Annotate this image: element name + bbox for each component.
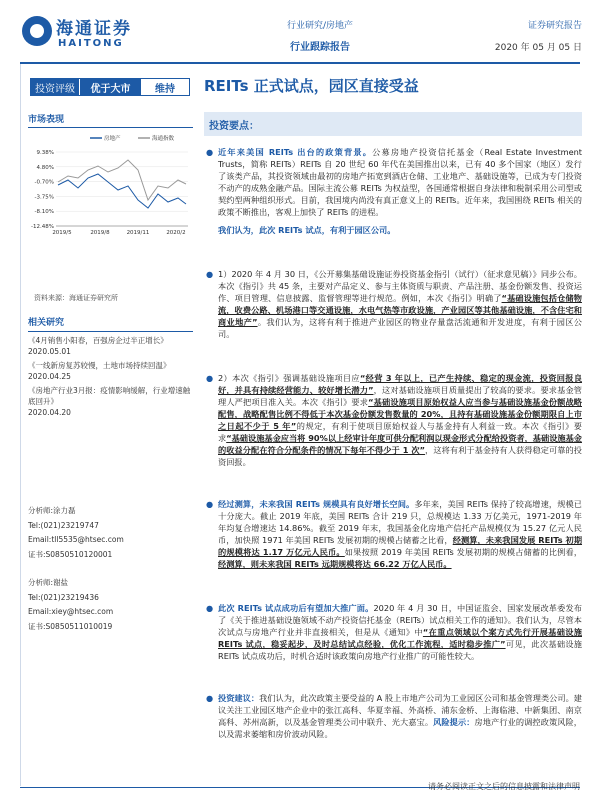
para-investment-advice: ● 投资建议：我们认为，此次政策主要受益的 A 股上市地产公司为工业园区公司和基金管理类公司。建议关注工业园区地产企业中的张江高科、华夏幸福、外高桥、浦东金桥、上海临港、中新集团、南京高科、苏州高新，以及基金管理类公司中联升、光大嘉宝。风险提示：房地产行业的调控政策风险，以及需求萎缩和房价波动风险。 — [206, 693, 582, 739]
chart-source: 资料来源：海通证券研究所 — [34, 294, 118, 302]
rating-status: 维持 — [155, 83, 175, 95]
related-research — [28, 318, 193, 418]
y-tick-label: -12.48% — [31, 224, 54, 230]
y-ticks — [31, 150, 188, 230]
series-line-realestate — [58, 174, 186, 208]
header-divider — [20, 62, 580, 64]
legend — [90, 134, 175, 142]
analyst-cert: 证书:S0850511010019 — [28, 621, 113, 631]
analyst-tel: Tel:(021)23219747 — [28, 520, 99, 530]
y-tick-label: 4.80% — [36, 164, 54, 171]
legend-label-index: 海通指数 — [152, 136, 175, 142]
report-title: REITs 正式试点，园区直接受益 — [204, 77, 419, 95]
x-tick-label: 2019/5 — [52, 230, 72, 236]
rating-label: 投资评级 — [31, 79, 79, 95]
left-column-divider — [20, 64, 21, 786]
para-conclusion: 我们认为，此次 REITs 试点，有利于园区公司。 — [218, 225, 396, 235]
logo-cn: 海通证券 — [56, 19, 132, 39]
related-item[interactable]: 《4月销售小阳春，百强房企过半正增长》 2020.05.01 — [28, 336, 168, 356]
market-performance — [28, 112, 193, 282]
header-category: 行业研究/房地产 — [286, 21, 354, 31]
market-chart — [28, 130, 193, 242]
rating-badge — [30, 78, 190, 96]
y-tick-label: -0.70% — [34, 179, 54, 186]
para-promotion: ● 此次 REITs 试点成功后有望加大推广面。2020 年 4 月 30 日，中国证监会、国家发展改革委发布了《关于推进基础设施领域不动产投资信托基金（REITs）试点相关工作的通知》。我们认为，尽管本次试点与房地产行业并非直接相关，但是从《通知》中“在重点领域以个案方式先行开展基础设施 REITs 试点，稳妥起步，及时总结试点经验，优化工作流程，适时稳步推广”可见，此次基础设施 REITs 试点成功后，时机合适时该政策向房地产行业推广的可能性较大。 — [206, 603, 582, 661]
x-tick-label: 2019/8 — [90, 230, 110, 236]
analyst-info — [28, 504, 193, 634]
y-tick-label: 9.38% — [36, 150, 54, 156]
key-points-header — [204, 112, 582, 136]
header-report-label: 证券研究报告 — [527, 21, 582, 31]
rating-value: 优于大市 — [79, 79, 141, 95]
para-guideline-1: ● 1）2020 年 4 月 30 日，《公开募集基础设施证券投资基金指引（试行）（征求意见稿）》同步公布。本次《指引》共 45 条，主要对产品定义、参与主体资质与职责、产品注册、基金份额发售、投资运作、项目管理、信息披露、监督管理等进行规范。例如，本次《指引》明确了“基础设施包括仓储物流，收费公路、机场港口等交通设施，水电气热等市政设施，产业园区等其他基础设施，不含住宅和商业地产”。我们认为，这将有利于推进产业园区的物业存量盘活流通和开发进度，有利于园区公司。 — [206, 269, 582, 339]
related-item[interactable]: 《一线新房复苏较慢，土地市场持续回温》 2020.04.25 — [28, 361, 171, 381]
haitong-logo — [22, 14, 152, 54]
analyst-cert: 证书:S0850510120001 — [28, 549, 113, 559]
legend-label-realestate: 房地产 — [104, 136, 121, 142]
bullet-icon: ● — [206, 499, 214, 509]
x-ticks — [52, 230, 185, 236]
key-points-heading: 投资要点： — [204, 112, 582, 136]
y-tick-label: -8.10% — [34, 209, 54, 216]
analyst-email[interactable]: Email:tll5535@htsec.com — [28, 535, 124, 544]
para-guideline-2: ● 2）本次《指引》强调基础设施项目应“经营 3 年以上，已产生持续、稳定的现金流，投资回报良好，并具有持续经营能力、较好增长潜力”，这对基础设施项目质量提出了较高的要求。要求基金管理人严把项目准入关。本次《指引》要求“基础设施项目原始权益人应当参与基础设施基金份额战略配售，战略配售比例不得低于本次基金份额发售数量的 20%，且持有基础设施基金份额期限自上市之日起不少于 5 年”的规定，有利于使项目原始权益人与基金持有人利益一致。本次《指引》要求“基础设施基金应当将 90%以上经审计年度可供分配利润以现金形式分配给投资者，基础设施基金的收益分配在符合分配条件的情况下每年不得少于 1 次”，这将有利于基金持有人获得稳定可靠的投资回报。 — [206, 373, 583, 467]
x-tick-label: 2019/11 — [126, 230, 150, 236]
related-item[interactable]: 《房地产行业3月报：疫情影响缓解，行业增速触底回升》 2020.04.20 — [28, 386, 191, 417]
bullet-icon: ● — [206, 693, 214, 703]
para-background: ● 近年来美国 REITs 出台的政策背景。公募房地产投资信托基金（Real Estate Investment Trusts，简称 REITs）REITs 自 20 世纪 60 年代在美国推出以来，已有 40 多个国家（地区）发行了该类产品，其投资领域由最初的房地产拓宽到酒店仓储、工业地产、基础设施等，已成为专门投资不动产的成熟金融产品。国际主流公募 REITs 为权益型，各国通常根据自身法律和税制采用公司型或契约型两种组织形式。目前，我国境内尚没有真正意义上的 REITs。近年来，我国围绕 REITs 相关的政策不断推出，客观上加快了 REITs 的进程。 我们认为，此次 REITs 试点，有利于园区公司。 — [206, 147, 583, 235]
bullet-icon: ● — [206, 603, 214, 613]
bullet-icon: ● — [206, 373, 214, 383]
para-scale: ● 经过测算，未来我国 REITs 规模具有良好增长空间。多年来，美国 REITs 保持了较高增速，规模已十分庞大。截止 2019 年底，美国 REITs 合计 219 只，总规模达 1.33 万亿美元，1971-2019 年年均复合增速达 14.86%。截至 2019 年末，我国基金化房地产信托产品规模仅为 15.27 亿元人民币，加快照 1971 年美国 REITs 发展初期的规模占储蓄之比看，经测算，未来我国发展 REITs 初期的规模将达 1.17 万亿元人民币。如果按照 2019 年美国 REITs 发展初期的规模占储蓄的比例看，经测算，则未来我国 REITs 远期规模将达 66.22 万亿人民币。 — [206, 499, 583, 569]
bullet-icon: ● — [206, 147, 214, 157]
analyst-email[interactable]: Email:xiey@htsec.com — [28, 607, 114, 616]
report-header — [0, 0, 600, 62]
x-tick-label: 2020/2 — [166, 230, 186, 236]
logo-en: HAITONG — [58, 38, 124, 49]
analyst-tel: Tel:(021)23219436 — [28, 592, 99, 602]
footer-disclaimer: 请务必阅读正文之后的信息披露和法律声明 — [428, 782, 580, 791]
y-tick-label: -3.75% — [34, 194, 54, 201]
analyst-name: 分析师:谢盐 — [28, 578, 69, 587]
related-heading: 相关研究 — [28, 318, 193, 332]
bullet-icon: ● — [206, 269, 214, 279]
header-date: 2020 年 05 月 05 日 — [494, 43, 582, 53]
analyst-name: 分析师:涂力磊 — [28, 506, 76, 515]
header-right-block — [495, 18, 582, 53]
series-line-index — [58, 160, 186, 200]
market-heading: 市场表现 — [28, 112, 193, 128]
header-report-type: 行业跟踪报告 — [290, 42, 350, 53]
header-category-block — [265, 18, 375, 53]
logo-mark-icon — [22, 16, 52, 46]
